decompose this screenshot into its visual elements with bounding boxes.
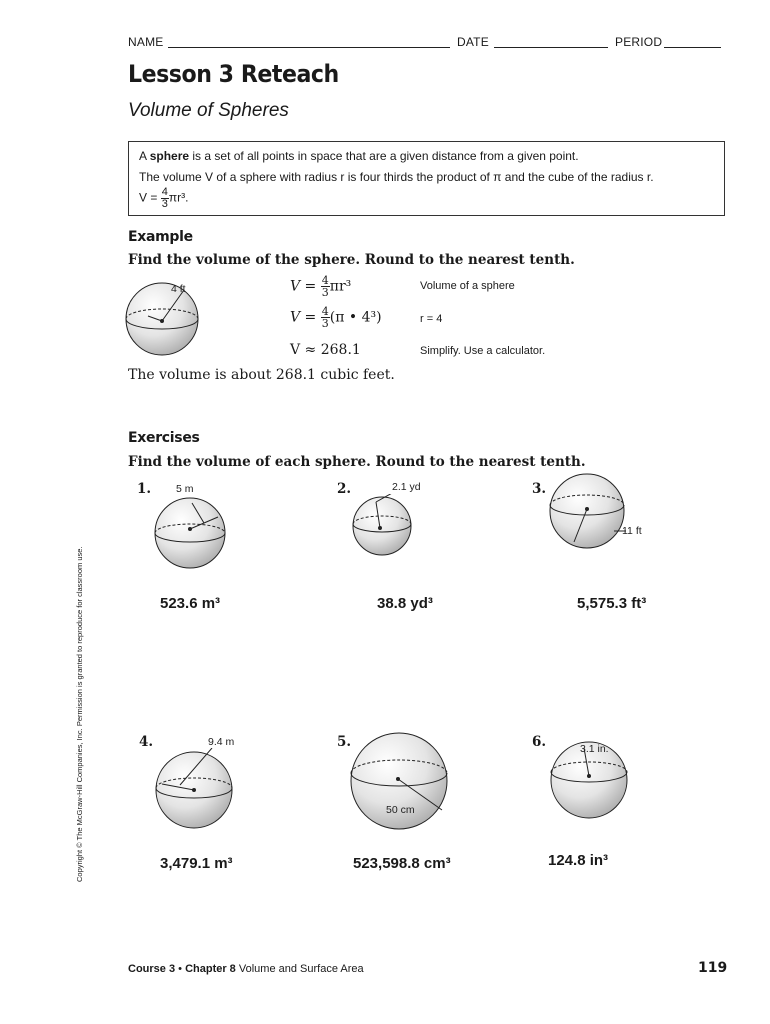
name-label: NAME [128, 35, 164, 49]
exercise-1-label: 5 m [176, 483, 194, 495]
example-sphere-figure [124, 280, 204, 360]
page-subtitle: Volume of Spheres [128, 100, 289, 121]
exercise-5-label: 50 cm [386, 804, 415, 816]
exercise-4-sphere [154, 748, 236, 830]
period-label: PERIOD [615, 35, 663, 49]
exercise-2-sphere [350, 494, 414, 558]
page-number: 119 [698, 960, 728, 976]
name-field-line[interactable] [168, 47, 450, 48]
example-note-3: Simplify. Use a calculator. [420, 345, 546, 357]
exercise-3-sphere [548, 472, 628, 552]
copyright-notice: Copyright © The McGraw-Hill Companies, Inc. Permission is granted to reproduce for classroom use. [75, 546, 84, 882]
exercise-3-number: 3. [532, 481, 547, 497]
exercise-6-answer: 124.8 in³ [548, 852, 609, 869]
exercise-2-number: 2. [337, 481, 352, 497]
example-step-2: V = $\frac{4}{3}$ (π • 4³) [290, 305, 382, 330]
exercises-heading: Exercises [128, 430, 200, 446]
exercise-1-answer: 523.6 m³ [160, 595, 221, 612]
example-instruction: Find the volume of the sphere. Round to the nearest tenth. [128, 252, 575, 268]
exercise-3-answer: 5,575.3 ft³ [577, 595, 647, 612]
exercise-5-sphere [348, 730, 452, 834]
exercise-1-number: 1. [137, 481, 152, 497]
exercise-6-number: 6. [532, 734, 547, 750]
exercise-4-number: 4. [139, 734, 154, 750]
exercise-6-label: 3.1 in. [580, 743, 609, 755]
definition-line-2: The volume V of a sphere with radius r is four thirds the product of π and the cube of the radius r. [139, 170, 654, 184]
date-field-line[interactable] [494, 47, 608, 48]
example-step-3: V ≈ 268.1 [290, 342, 361, 358]
definition-line-1: A sphere is a set of all points in space that are a given distance from a given point. [139, 149, 579, 163]
exercise-2-answer: 38.8 yd³ [377, 595, 433, 612]
exercise-5-number: 5. [337, 734, 352, 750]
date-label: DATE [457, 35, 489, 49]
sphere-term: sphere [149, 149, 190, 163]
period-field-line[interactable] [664, 47, 721, 48]
exercise-4-label: 9.4 m [208, 736, 235, 748]
example-conclusion: The volume is about 268.1 cubic feet. [128, 367, 395, 383]
example-note-1: Volume of a sphere [420, 280, 515, 292]
exercise-3-label: 11 ft [622, 525, 642, 537]
exercise-1-sphere [152, 495, 228, 571]
exercises-instruction: Find the volume of each sphere. Round to the nearest tenth. [128, 454, 586, 470]
exercise-2-label: 2.1 yd [392, 481, 421, 493]
example-note-2: r = 4 [420, 313, 443, 325]
exercise-5-answer: 523,598.8 cm³ [353, 855, 451, 872]
definition-box [128, 141, 725, 216]
example-heading: Example [128, 229, 193, 245]
example-step-1: V = $\frac{4}{3}$ πr³ [290, 274, 352, 299]
footer-course-info: Course 3 • Chapter 8 Volume and Surface Area [128, 963, 364, 975]
example-radius-label: 4 ft [171, 283, 186, 295]
exercise-4-answer: 3,479.1 m³ [160, 855, 233, 872]
definition-formula: V = $\frac{4}{3}$ πr³. [139, 186, 189, 210]
page-title: Lesson 3 Reteach [128, 60, 339, 88]
